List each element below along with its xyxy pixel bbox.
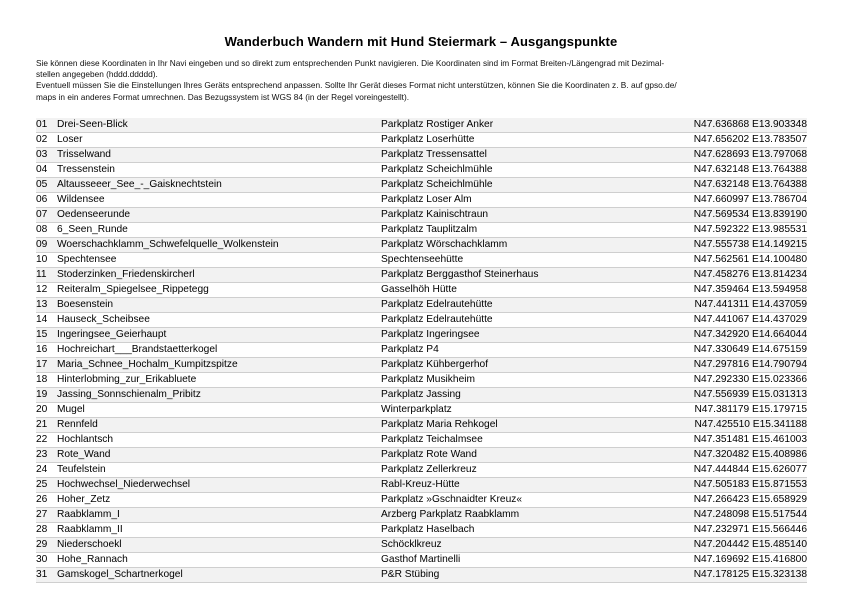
gps-coordinates: N47.656202 E13.783507 (693, 134, 807, 145)
gps-coordinates: N47.632148 E13.764388 (693, 164, 807, 175)
route-name: Teufelstein (57, 464, 106, 475)
parking-location: Winterparkplatz (381, 404, 452, 415)
parking-location: Rabl-Kreuz-Hütte (381, 479, 460, 490)
parking-location: Parkplatz Kainischtraun (381, 209, 489, 220)
parking-location: Gasselhöh Hütte (381, 284, 457, 295)
parking-location: Parkplatz Haselbach (381, 524, 475, 535)
gps-coordinates: N47.632148 E13.764388 (693, 179, 807, 190)
table-row (36, 478, 807, 493)
table-row (36, 178, 807, 193)
parking-location: Parkplatz Wörschachklamm (381, 239, 508, 250)
route-name: Loser (57, 134, 83, 145)
route-name: Rennfeld (57, 419, 98, 430)
parking-location: Parkplatz Ingeringsee (381, 329, 480, 340)
parking-location: Schöcklkreuz (381, 539, 442, 550)
table-row (36, 418, 807, 433)
row-number: 15 (36, 329, 48, 340)
route-name: Trisselwand (57, 149, 111, 160)
row-number: 16 (36, 344, 48, 355)
parking-location: Parkplatz Scheichlmühle (381, 179, 493, 190)
gps-coordinates: N47.555738 E14.149215 (693, 239, 807, 250)
gps-coordinates: N47.660997 E13.786704 (693, 194, 807, 205)
route-name: Woerschachklamm_Schwefelquelle_Wolkenstein (57, 239, 279, 250)
gps-coordinates: N47.248098 E15.517544 (693, 509, 807, 520)
row-number: 29 (36, 539, 48, 550)
table-row (36, 493, 807, 508)
table-row (36, 313, 807, 328)
route-name: Reiteralm_Spiegelsee_Rippetegg (57, 284, 209, 295)
parking-location: Parkplatz Rostiger Anker (381, 119, 494, 130)
row-number: 25 (36, 479, 48, 490)
table-row (36, 448, 807, 463)
table-row (36, 238, 807, 253)
row-number: 23 (36, 449, 48, 460)
table-row (36, 223, 807, 238)
route-name: Ingeringsee_Geierhaupt (57, 329, 167, 340)
table-row (36, 118, 807, 133)
table-row (36, 433, 807, 448)
starting-points-table (36, 118, 807, 583)
row-number: 07 (36, 209, 48, 220)
table-row (36, 298, 807, 313)
gps-coordinates: N47.458276 E13.814234 (693, 269, 807, 280)
route-name: Hohe_Rannach (57, 554, 128, 565)
route-name: Raabklamm_I (57, 509, 120, 520)
gps-coordinates: N47.592322 E13.985531 (693, 224, 807, 235)
route-name: Rote_Wand (57, 449, 111, 460)
parking-location: Parkplatz Zellerkreuz (381, 464, 477, 475)
gps-coordinates: N47.204442 E15.485140 (693, 539, 807, 550)
gps-coordinates: N47.266423 E15.658929 (693, 494, 807, 505)
row-number: 24 (36, 464, 48, 475)
route-name: Drei-Seen-Blick (57, 119, 128, 130)
gps-coordinates: N47.636868 E13.903348 (693, 119, 807, 130)
route-name: Hochreichart___Brandstaetterkogel (57, 344, 218, 355)
parking-location: Parkplatz Jassing (381, 389, 461, 400)
gps-coordinates: N47.628693 E13.797068 (693, 149, 807, 160)
route-name: Maria_Schnee_Hochalm_Kumpitzspitze (57, 359, 238, 370)
gps-coordinates: N47.330649 E14.675159 (693, 344, 807, 355)
route-name: Hochwechsel_Niederwechsel (57, 479, 191, 490)
table-row (36, 388, 807, 403)
row-number: 10 (36, 254, 48, 265)
row-number: 13 (36, 299, 48, 310)
parking-location: Parkplatz Loserhütte (381, 134, 475, 145)
page-title: Wanderbuch Wandern mit Hund Steiermark – Ausgangspunkte (224, 34, 618, 49)
row-number: 22 (36, 434, 48, 445)
row-number: 11 (36, 269, 47, 280)
parking-location: Parkplatz Tressensattel (381, 149, 487, 160)
row-number: 18 (36, 374, 48, 385)
row-number: 20 (36, 404, 48, 415)
route-name: Oedenseerunde (57, 209, 131, 220)
table-row (36, 553, 807, 568)
gps-coordinates: N47.297816 E14.790794 (693, 359, 807, 370)
parking-location: Parkplatz Maria Rehkogel (381, 419, 498, 430)
row-number: 01 (36, 119, 48, 130)
parking-location: Parkplatz Tauplitzalm (381, 224, 478, 235)
gps-coordinates: N47.505183 E15.871553 (693, 479, 807, 490)
table-row (36, 208, 807, 223)
route-name: Hauseck_Scheibsee (57, 314, 150, 325)
route-name: Mugel (57, 404, 85, 415)
gps-coordinates: N47.351481 E15.461003 (693, 434, 807, 445)
gps-coordinates: N47.320482 E15.408986 (693, 449, 807, 460)
intro-line: maps in ein anderes Format umrechnen. Das Bezugssystem ist WGS 84 (in der Regel voreingestellt). (36, 91, 410, 102)
row-number: 17 (36, 359, 48, 370)
table-row (36, 283, 807, 298)
route-name: Raabklamm_II (57, 524, 123, 535)
row-number: 04 (36, 164, 48, 175)
gps-coordinates: N47.444844 E15.626077 (693, 464, 807, 475)
route-name: Stoderzinken_Friedenskircherl (57, 269, 195, 280)
parking-location: Arzberg Parkplatz Raabklamm (381, 509, 520, 520)
table-row (36, 193, 807, 208)
route-name: Spechtensee (57, 254, 117, 265)
gps-coordinates: N47.562561 E14.100480 (693, 254, 807, 265)
gps-coordinates: N47.441311 E14.437059 (694, 299, 807, 310)
table-row (36, 148, 807, 163)
gps-coordinates: N47.441067 E14.437029 (693, 314, 807, 325)
gps-coordinates: N47.556939 E15.031313 (693, 389, 807, 400)
table-row (36, 403, 807, 418)
intro-line: Sie können diese Koordinaten in Ihr Navi eingeben und so direkt zum entsprechenden Punkt navigieren. Die Koordinaten sind im Format Breiten-/Längengrad mit Dezimal- (36, 58, 665, 68)
intro-line: Eventuell müssen Sie die Einstellungen Ihres Geräts entsprechend anpassen. Sollte Ihr Gerät dieses Format nicht unterstützen, können Sie die Koordinaten z. B. auf gpso.de/ (36, 80, 677, 91)
row-number: 03 (36, 149, 48, 160)
table-row (36, 268, 807, 283)
row-number: 31 (36, 569, 48, 580)
gps-coordinates: N47.232971 E15.566446 (693, 524, 807, 535)
row-number: 05 (36, 179, 48, 190)
gps-coordinates: N47.569534 E13.839190 (693, 209, 807, 220)
row-number: 09 (36, 239, 48, 250)
parking-location: Parkplatz P4 (381, 344, 439, 355)
row-number: 28 (36, 524, 48, 535)
row-number: 08 (36, 224, 48, 235)
parking-location: Parkplatz Edelrautehütte (381, 314, 493, 325)
route-name: Altausseeer_See_-_Gaisknechtstein (57, 179, 222, 190)
table-row (36, 343, 807, 358)
route-name: 6_Seen_Runde (57, 224, 128, 235)
table-row (36, 463, 807, 478)
row-number: 02 (36, 134, 48, 145)
gps-coordinates: N47.342920 E14.664044 (693, 329, 807, 340)
parking-location: Parkplatz Kühbergerhof (381, 359, 489, 370)
table-row (36, 253, 807, 268)
table-row (36, 508, 807, 523)
intro-line: stellen angegeben (hddd.ddddd). (36, 69, 158, 80)
parking-location: Parkplatz »Gschnaidter Kreuz« (381, 494, 522, 505)
row-number: 06 (36, 194, 48, 205)
gps-coordinates: N47.359464 E13.594958 (693, 284, 807, 295)
route-name: Gamskogel_Schartnerkogel (57, 569, 183, 580)
table-row (36, 568, 807, 583)
parking-location: Parkplatz Scheichlmühle (381, 164, 493, 175)
parking-location: Parkplatz Edelrautehütte (381, 299, 493, 310)
parking-location: Parkplatz Berggasthof Steinerhaus (381, 269, 539, 280)
route-name: Tressenstein (57, 164, 115, 175)
table-row (36, 358, 807, 373)
row-number: 14 (36, 314, 48, 325)
row-number: 30 (36, 554, 48, 565)
gps-coordinates: N47.381179 E15.179715 (694, 404, 807, 415)
route-name: Wildensee (57, 194, 105, 205)
gps-coordinates: N47.292330 E15.023366 (693, 374, 807, 385)
intro-text (36, 58, 811, 103)
route-name: Jassing_Sonnschienalm_Pribitz (57, 389, 201, 400)
table-row (36, 133, 807, 148)
route-name: Boesenstein (57, 299, 114, 310)
table-row (36, 163, 807, 178)
parking-location: Parkplatz Teichalmsee (381, 434, 483, 445)
row-number: 12 (36, 284, 48, 295)
parking-location: Parkplatz Musikheim (381, 374, 475, 385)
table-row (36, 523, 807, 538)
row-number: 27 (36, 509, 48, 520)
route-name: Hoher_Zetz (57, 494, 111, 505)
row-number: 26 (36, 494, 48, 505)
gps-coordinates: N47.425510 E15.341188 (694, 419, 807, 430)
parking-location: Spechtenseehütte (381, 254, 464, 265)
row-number: 21 (36, 419, 48, 430)
route-name: Niederschoekl (57, 539, 122, 550)
table-row (36, 538, 807, 553)
parking-location: P&R Stübing (381, 569, 440, 580)
parking-location: Parkplatz Loser Alm (381, 194, 472, 205)
route-name: Hinterlobming_zur_Erikabluete (57, 374, 197, 385)
parking-location: Gasthof Martinelli (381, 554, 461, 565)
row-number: 19 (36, 389, 48, 400)
route-name: Hochlantsch (57, 434, 114, 445)
gps-coordinates: N47.169692 E15.416800 (693, 554, 807, 565)
gps-coordinates: N47.178125 E15.323138 (693, 569, 807, 580)
table-row (36, 328, 807, 343)
parking-location: Parkplatz Rote Wand (381, 449, 477, 460)
table-row (36, 373, 807, 388)
